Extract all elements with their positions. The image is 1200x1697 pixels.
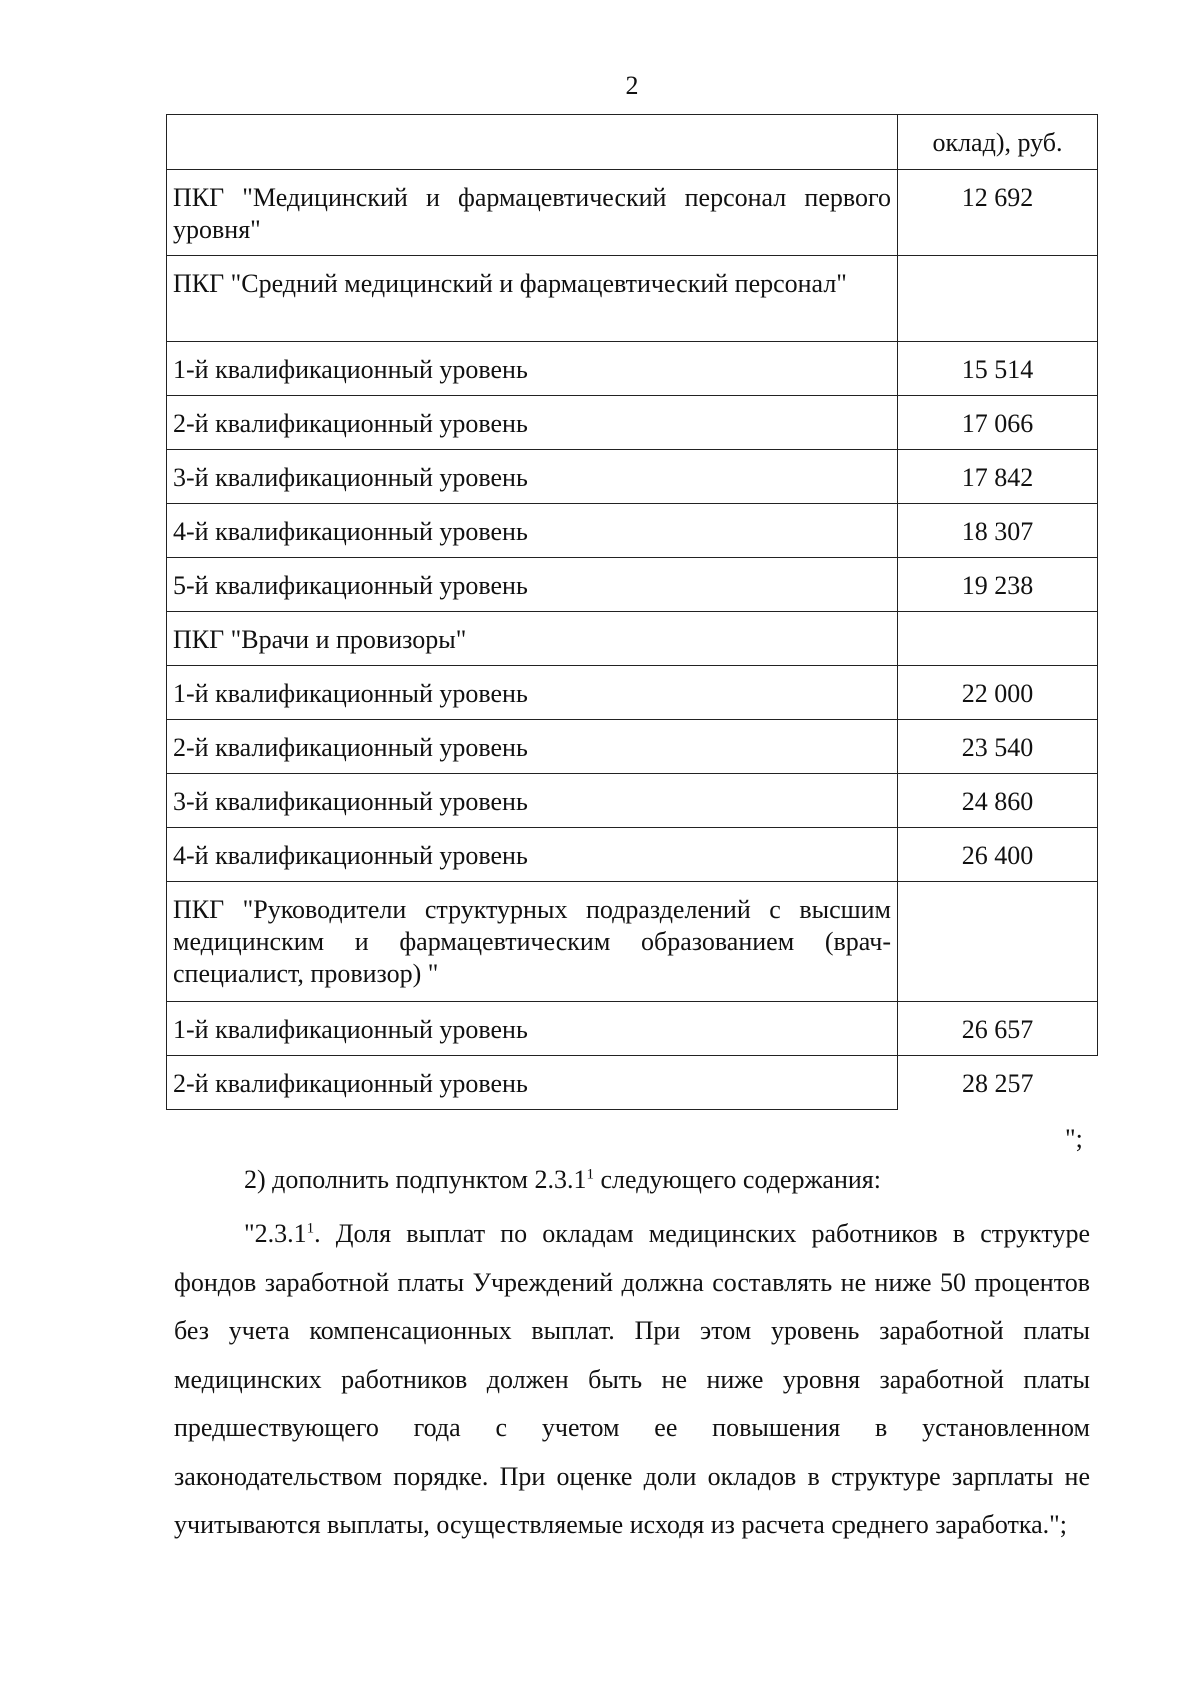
row-value: 28 257	[898, 1056, 1098, 1110]
table-row	[167, 882, 1098, 1002]
table-row	[167, 450, 1098, 504]
table-row	[167, 666, 1098, 720]
row-value: 18 307	[898, 504, 1098, 558]
row-value: 26 657	[898, 1002, 1098, 1056]
table-row	[167, 504, 1098, 558]
row-value: 17 842	[898, 450, 1098, 504]
row-name: 3-й квалификационный уровень	[167, 774, 898, 828]
row-value	[898, 612, 1098, 666]
table-row	[167, 558, 1098, 612]
row-value: 26 400	[898, 828, 1098, 882]
item2-superscript: 1	[586, 1166, 594, 1183]
table-row	[167, 612, 1098, 666]
row-value: 23 540	[898, 720, 1098, 774]
row-name: 2-й квалификационный уровень	[167, 396, 898, 450]
table-row	[167, 342, 1098, 396]
table-row	[167, 828, 1098, 882]
row-value	[898, 256, 1098, 342]
row-name: 1-й квалификационный уровень	[167, 666, 898, 720]
table-row	[167, 720, 1098, 774]
row-value	[898, 882, 1098, 1002]
row-name: 2-й квалификационный уровень	[167, 1056, 898, 1110]
table-header-row	[167, 115, 1098, 170]
quote-superscript: 1	[306, 1220, 315, 1237]
row-name: 4-й квалификационный уровень	[167, 828, 898, 882]
salary-table-container	[166, 114, 1097, 1110]
row-name: 2-й квалификационный уровень	[167, 720, 898, 774]
item2-text-end: следующего содержания:	[593, 1165, 881, 1194]
row-value: 15 514	[898, 342, 1098, 396]
row-value: 17 066	[898, 396, 1098, 450]
quote-text-start: "2.3.1	[244, 1219, 307, 1248]
row-name: ПКГ "Средний медицинский и фармацевтический персонал"	[167, 256, 898, 342]
row-name: 1-й квалификационный уровень	[167, 1002, 898, 1056]
header-value-cell: оклад), руб.	[898, 115, 1098, 170]
row-name: 3-й квалификационный уровень	[167, 450, 898, 504]
table-row	[167, 1002, 1098, 1056]
amendment-item-2	[174, 1164, 1090, 1196]
row-value: 19 238	[898, 558, 1098, 612]
row-value: 24 860	[898, 774, 1098, 828]
header-name-cell	[167, 115, 898, 170]
row-name: ПКГ "Врачи и провизоры"	[167, 612, 898, 666]
page-number: 2	[625, 71, 639, 100]
row-name: 4-й квалификационный уровень	[167, 504, 898, 558]
row-name: 5-й квалификационный уровень	[167, 558, 898, 612]
row-name: ПКГ "Руководители структурных подразделений с высшим медицинским и фармацевтическим образованием (врач-специалист, провизор) "	[167, 882, 898, 1002]
amendment-quote-paragraph	[174, 1210, 1090, 1550]
table-row	[167, 774, 1098, 828]
row-name: ПКГ "Медицинский и фармацевтический персонал первого уровня"	[167, 170, 898, 256]
closing-quote-mark: ";	[1065, 1124, 1083, 1153]
salary-table	[166, 114, 1098, 1110]
table-row	[167, 256, 1098, 342]
item2-text: 2) дополнить подпунктом 2.3.1	[244, 1165, 587, 1194]
row-value: 12 692	[898, 170, 1098, 256]
table-row	[167, 1056, 1098, 1110]
row-value: 22 000	[898, 666, 1098, 720]
row-name: 1-й квалификационный уровень	[167, 342, 898, 396]
quote-text-body: . Доля выплат по окладам медицинских работников в структуре фондов заработной платы Учреждений должна составлять не ниже 50 процентов без учета компенсационных выплат. При этом уровень заработной платы медицинских работников должен быть не ниже уровня заработной платы предшествующего года с учетом ее повышения в установленном законодательством порядке. При оценке доли окладов в структуре зарплаты не учитываются выплаты, осуществляемые исходя из расчета среднего заработка.";	[174, 1219, 1090, 1539]
table-row	[167, 396, 1098, 450]
table-row	[167, 170, 1098, 256]
